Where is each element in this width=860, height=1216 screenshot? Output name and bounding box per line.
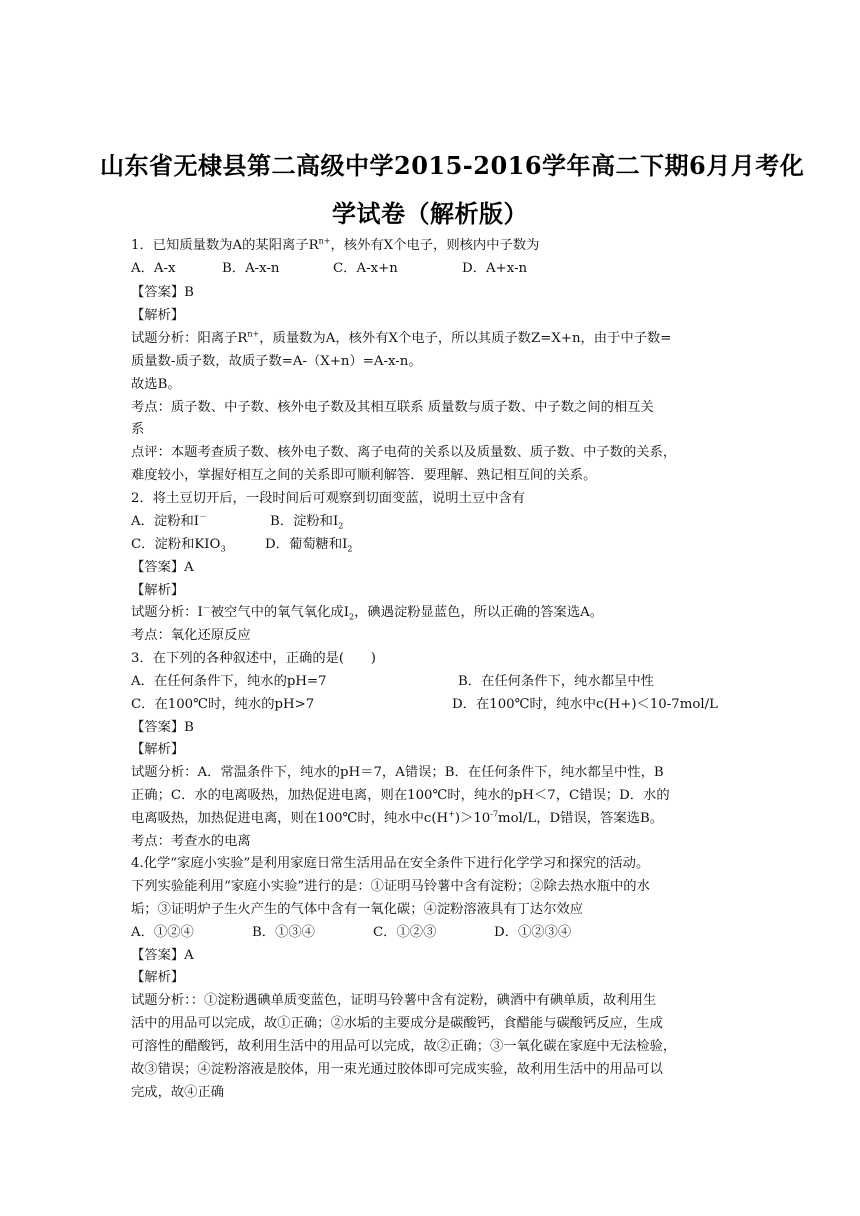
question-2-option-b: B．淀粉和$I_2$ <box>270 514 344 531</box>
question-4-analysis-line-3: 可溶性的醋酸钙，故利用生活中的用品可以完成，故②正确；③一氧化碳在家庭中无法检验， <box>131 1039 677 1054</box>
question-3-option-b: B．在任何条件下，纯水都呈中性 <box>458 674 654 689</box>
question-4-analysis-label: 【解析】 <box>131 970 185 985</box>
question-2-analysis-label: 【解析】 <box>131 583 185 598</box>
question-3-option-c: C．在100℃时，纯水的pH>7 <box>131 697 315 712</box>
question-1-kaodian: 考点：质子数、中子数、核外电子数及其相互联系 质量数与质子数、中子数之间的相互关 <box>131 400 654 415</box>
question-3-analysis-line-2: 正确；C．水的电离吸热，加热促进电离，则在100℃时，纯水的pH＜7，C错误；D．水的 <box>131 788 670 803</box>
question-4-option-d: D．①②③④ <box>494 925 572 940</box>
question-1-analysis-line-3: 故选B。 <box>131 377 181 392</box>
question-2-option-c: C．淀粉和$KIO_3$ <box>131 537 226 554</box>
question-3-analysis-line-1: 试题分析：A．常温条件下，纯水的pH＝7，A错误；B．在任何条件下，纯水都呈中性，B <box>131 765 664 780</box>
question-2-answer: 【答案】A <box>131 560 194 575</box>
document-title-line-2: 学试卷（解析版） <box>332 199 528 228</box>
question-4-stem-line-2: 下列实验能利用“家庭小实验”进行的是：①证明马铃薯中含有淀粉；②除去热水瓶中的水 <box>131 879 650 894</box>
question-4-answer: 【答案】A <box>131 948 194 963</box>
question-2-stem: 2．将土豆切开后，一段时间后可观察到切面变蓝，说明土豆中含有 <box>131 491 526 506</box>
question-3-analysis-label: 【解析】 <box>131 742 185 757</box>
question-2-analysis-line-1: 试题分析：I－被空气中的氧气氧化成$I_2$，碘遇淀粉显蓝色，所以正确的答案选A。 <box>131 603 604 622</box>
question-2-kaodian: 考点：氧化还原反应 <box>131 628 251 643</box>
question-4-analysis-line-5: 完成，故④正确 <box>131 1085 225 1100</box>
question-3-stem: 3．在下列的各种叙述中，正确的是( ) <box>131 651 376 666</box>
question-1-analysis-line-1: 试题分析：阳离子$R^{n+}$，质量数为A，核外有X个电子，所以其质子数Z=X+n，由于中子数= <box>131 329 672 346</box>
question-3-analysis-line-3: 电离吸热，加热促进电离，则在100℃时，纯水中$c(H^+)>10^{-7}mol/L$，D错误，答案选B。 <box>131 809 664 826</box>
question-4-stem-line-3: 垢；③证明炉子生火产生的气体中含有一氧化碳；④淀粉溶液具有丁达尔效应 <box>131 902 584 917</box>
question-3-option-a: A．在任何条件下，纯水的pH=7 <box>131 674 327 689</box>
question-1-option-b: B．A-x-n <box>222 261 280 276</box>
question-2-option-d: D．葡萄糖和$I_2$ <box>265 537 353 554</box>
question-3-option-d: D．在100℃时，纯水中c(H+)＜10-7mol/L <box>452 697 718 712</box>
document-title-line-1: 山东省无棣县第二高级中学2015-2016学年高二下期6月月考化 <box>100 151 805 180</box>
question-1-comment-line-1: 点评：本题考查质子数、核外电子数、离子电荷的关系以及质量数、质子数、中子数的关系， <box>131 445 677 460</box>
question-1-comment-line-2: 难度较小，掌握好相互之间的关系即可顺利解答．要理解、熟记相互间的关系。 <box>131 468 597 483</box>
question-4-option-b: B．①③④ <box>252 925 315 940</box>
question-4-option-a: A．①②④ <box>131 925 194 940</box>
question-1-answer: 【答案】B <box>131 285 194 300</box>
question-1-kaodian-cont: 系 <box>131 422 145 437</box>
question-4-stem-line-1: 4.化学“家庭小实验”是利用家庭日常生活用品在安全条件下进行化学学习和探究的活动。 <box>131 856 650 871</box>
question-1-option-d: D．A+x-n <box>462 261 528 276</box>
question-1-option-c: C．A-x+n <box>333 261 398 276</box>
question-1-option-a: A．A-x <box>131 261 176 276</box>
question-4-analysis-line-1: 试题分析：：①淀粉遇碘单质变蓝色，证明马铃薯中含有淀粉，碘酒中有碘单质，故利用生 <box>131 993 657 1008</box>
question-4-option-c: C．①②③ <box>373 925 437 940</box>
question-1-analysis-line-2: 质量数-质子数，故质子数=A-（X+n）=A-x-n。 <box>131 354 422 369</box>
question-4-analysis-line-4: 故③错误；④淀粉溶液是胶体，用一束光通过胶体即可完成实验，故利用生活中的用品可以 <box>131 1062 663 1077</box>
question-1-stem: 1．已知质量数为A的某阳离子$R^{n+}$，核外有X个电子，则核内中子数为 <box>131 236 540 253</box>
question-4-analysis-line-2: 活中的用品可以完成，故①正确；②水垢的主要成分是碳酸钙，食醋能与碳酸钙反应，生成 <box>131 1016 663 1031</box>
question-2-option-a: A．淀粉和I－ <box>131 512 208 529</box>
question-1-analysis-label: 【解析】 <box>131 308 185 323</box>
question-3-answer: 【答案】B <box>131 720 194 735</box>
question-3-kaodian: 考点：考查水的电离 <box>131 834 251 849</box>
